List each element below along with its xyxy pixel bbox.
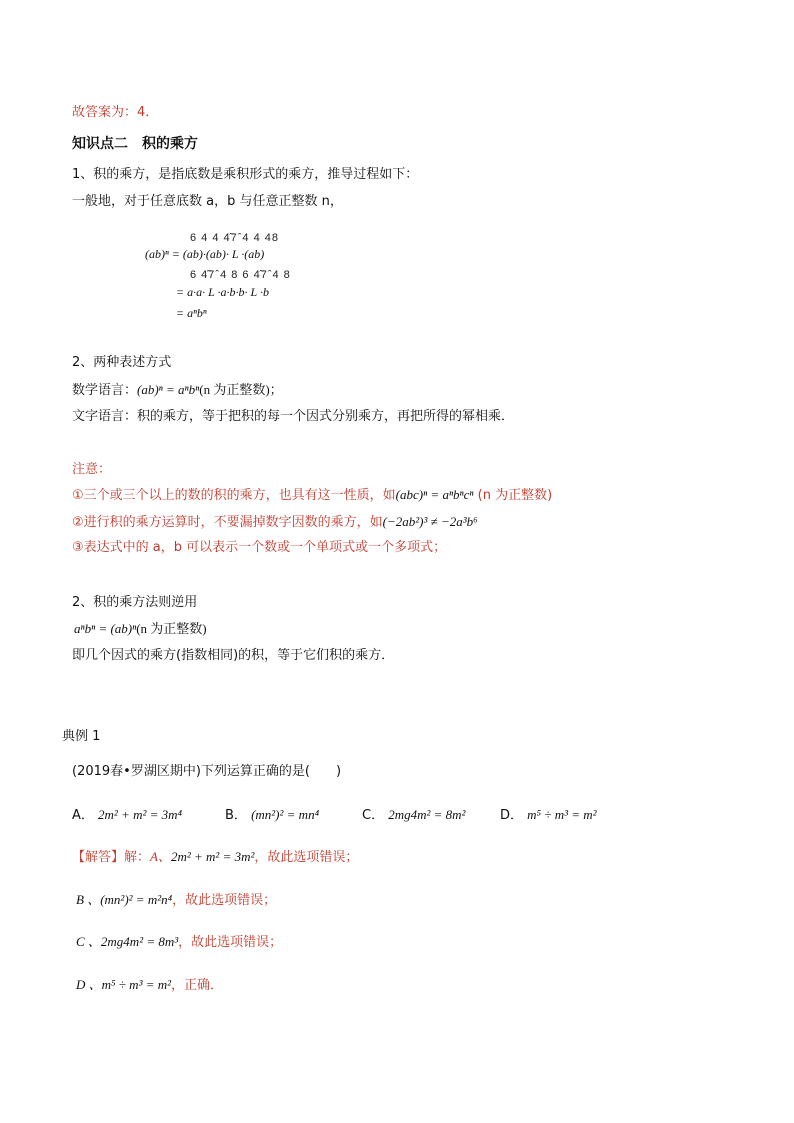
notes-title: 注意： [72,462,112,477]
solution-line-b [76,891,276,910]
section-title: 知识点二 积的乘方 [72,136,198,152]
derivation-brace-2: 6 4̃7ˆ4 8 6 4̃7ˆ4 8 [190,269,291,281]
note-2 [72,513,478,532]
intro-paragraph-2: 一般地，对于任意底数 a，b 与任意正整数 n， [72,194,343,209]
option-d [500,806,597,825]
option-c-expr: 2mg4m² = 8m² [388,807,466,822]
solution-d-expr: m⁵ ÷ m³ = m² [101,977,172,992]
example-question: (2019春•罗湖区期中)下列运算正确的是( ) [72,764,342,779]
derivation-line-1: (ab)ⁿ = (ab)·(ab)· L ·(ab) [145,247,265,261]
text-language-content: 积的乘方，等于把积的每一个因式分别乘方，再把所得的幂相乘． [137,409,515,424]
derivation-line-3: = aⁿbⁿ [176,306,207,320]
text-language-label: 文字语言： [72,409,138,424]
option-c-label: C． [362,808,385,823]
solution-tag: 【解答】解： [72,850,151,865]
math-language-label: 数学语言： [72,383,138,398]
answer-line: 故答案为：4． [72,105,159,120]
option-a-expr: 2m² + m² = 3m⁴ [98,807,183,822]
solution-b-expr: (mn²)² = m²n⁴ [100,892,173,907]
solution-c-expr: 2mg4m² = 8m³ [100,934,179,949]
text-language-line [72,408,514,426]
derivation-line-2: = a·a· L ·a·b·b· L ·b [176,285,270,299]
option-b-label: B． [225,808,247,823]
solution-line-a [72,848,358,867]
solution-c-tail: ，故此选项错误； [178,935,283,950]
note-1-formula: (abc)ⁿ = aⁿbⁿcⁿ [395,487,474,502]
note-1-text: ①三个或三个以上的数的积的乘方，也具有这一性质，如 [72,488,396,503]
solution-a-label: A、 [150,849,171,864]
reverse-formula: aⁿbⁿ = (ab)ⁿ [74,621,137,636]
reverse-description: 即几个因式的乘方(指数相同)的积，等于它们积的乘方． [72,648,395,663]
reverse-formula-line [74,620,207,639]
option-a-label: A． [72,808,94,823]
option-b-expr: (mn²)² = mn⁴ [251,807,320,822]
solution-b-label: B 、 [76,892,101,907]
math-language-line [72,381,283,400]
reverse-heading: 2、积的乘方法则逆用 [72,595,198,610]
note-2-formula: (−2ab²)³ ≠ −2a³b⁶ [382,514,478,529]
solution-a-tail: ，故此选项错误； [254,850,359,865]
solution-d-tail: ，正确． [171,978,224,993]
solution-c-label: C 、 [76,934,101,949]
reverse-formula-tail: (n 为正整数) [136,621,207,636]
note-1-tail: (n 为正整数) [477,488,553,503]
solution-d-label: D 、 [76,977,102,992]
note-3: ③表达式中的 a，b 可以表示一个数或一个单项式或一个多项式； [72,540,447,555]
option-a [72,806,182,825]
note-2-text: ②进行积的乘方运算时，不要漏掉数字因数的乘方，如 [72,515,383,530]
solution-line-c [76,933,282,952]
example-title: 典例 1 [62,729,101,744]
option-d-expr: m⁵ ÷ m³ = m² [527,807,597,822]
option-c [362,806,465,825]
express-heading: 2、两种表述方式 [72,355,172,370]
note-1 [72,486,552,505]
solution-a-expr: 2m² + m² = 3m² [170,849,255,864]
option-b [225,806,319,825]
intro-paragraph-1: 1、积的乘方，是指底数是乘积形式的乘方，推导过程如下： [72,167,419,182]
derivation-brace-1: 6 4 4 4̃7ˆ4 4 48 [190,232,280,244]
solution-line-d [76,976,223,995]
math-language-tail: (n 为正整数)； [199,382,283,397]
solution-b-tail: ，故此选项错误； [172,893,277,908]
option-d-label: D． [500,808,524,823]
math-language-formula: (ab)ⁿ = aⁿbⁿ [137,382,200,397]
